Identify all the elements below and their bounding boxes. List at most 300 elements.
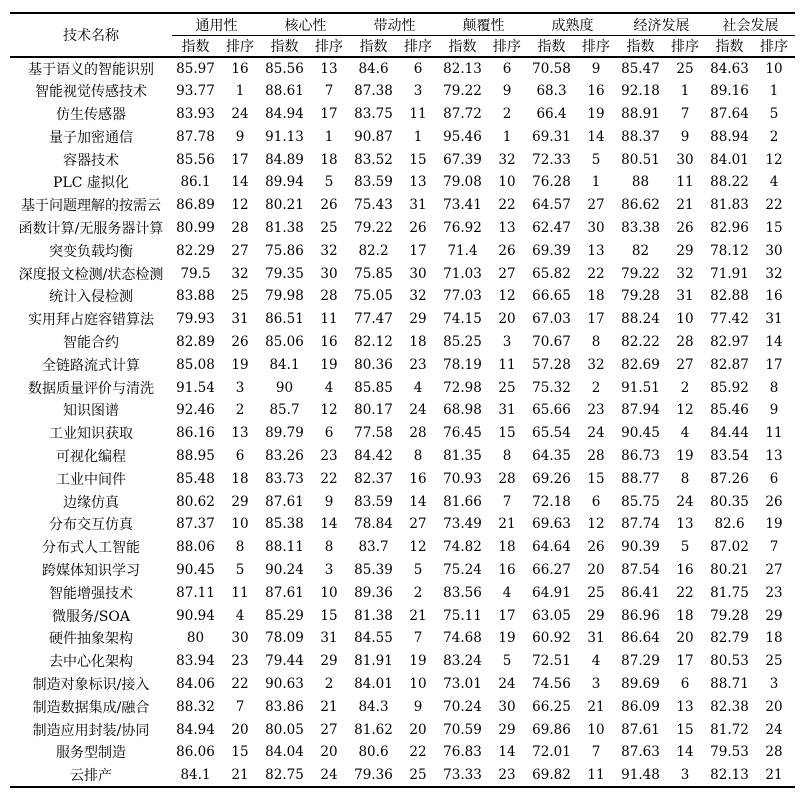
index-value-cell: 83.38 [621, 219, 660, 236]
index-value-cell: 79.35 [265, 265, 304, 282]
index-value-cell: 82.79 [710, 630, 749, 647]
index-value-cell: 82.6 [714, 516, 745, 533]
index-value-cell: 66.65 [532, 288, 571, 305]
index-value-cell: 82.75 [265, 766, 304, 783]
rank-value-cell: 11 [231, 584, 249, 601]
table-row [10, 490, 795, 513]
table-row [10, 559, 795, 582]
rank-value-cell: 4 [591, 653, 601, 670]
rank-value-cell: 25 [587, 584, 605, 601]
rank-value-cell: 15 [320, 607, 338, 624]
subheader-rank: 排序 [308, 36, 350, 58]
index-value-cell: 88.91 [621, 105, 660, 122]
index-value-cell: 87.94 [621, 402, 660, 419]
table-row [10, 376, 795, 399]
tech-name-cell: 云排产 [70, 767, 112, 784]
rank-value-cell: 18 [676, 607, 694, 624]
rank-value-cell: 26 [587, 539, 605, 556]
rank-value-cell: 2 [680, 379, 690, 396]
subheader-index: 指数 [706, 36, 753, 58]
index-value-cell: 82.13 [710, 766, 749, 783]
index-value-cell: 88.32 [176, 698, 215, 715]
rank-value-cell: 10 [587, 721, 605, 738]
rank-value-cell: 26 [409, 219, 427, 236]
rank-value-cell: 6 [591, 493, 601, 510]
rank-value-cell: 27 [498, 265, 516, 282]
rank-value-cell: 4 [413, 379, 423, 396]
index-value-cell: 86.62 [621, 197, 660, 214]
rank-value-cell: 22 [676, 584, 694, 601]
rank-value-cell: 20 [587, 561, 605, 578]
rank-value-cell: 30 [676, 151, 694, 168]
index-value-cell: 84.01 [710, 151, 749, 168]
index-value-cell: 83.93 [176, 105, 215, 122]
rank-value-cell: 28 [409, 425, 427, 442]
rank-value-cell: 3 [769, 675, 779, 692]
rank-value-cell: 8 [413, 447, 423, 464]
index-value-cell: 69.86 [532, 721, 571, 738]
index-value-cell: 81.62 [354, 721, 393, 738]
index-value-cell: 85.85 [354, 379, 393, 396]
rank-value-cell: 19 [765, 516, 783, 533]
index-value-cell: 82.88 [710, 288, 749, 305]
rank-value-cell: 8 [324, 539, 334, 556]
rank-value-cell: 32 [320, 242, 338, 259]
subheader-index: 指数 [172, 36, 219, 58]
index-value-cell: 66.4 [536, 105, 567, 122]
rank-value-cell: 8 [502, 447, 512, 464]
index-value-cell: 87.72 [443, 105, 482, 122]
index-value-cell: 72.18 [532, 493, 571, 510]
rank-value-cell: 13 [320, 60, 338, 77]
index-value-cell: 77.03 [443, 288, 482, 305]
rank-value-cell: 14 [320, 516, 338, 533]
rank-value-cell: 5 [324, 174, 334, 191]
tech-name-cell: 边缘仿真 [63, 494, 119, 511]
index-value-cell: 81.91 [354, 653, 393, 670]
rank-value-cell: 19 [676, 447, 694, 464]
table-row [10, 604, 795, 627]
table-row [10, 148, 795, 171]
index-value-cell: 87.63 [621, 744, 660, 761]
rank-value-cell: 2 [235, 402, 245, 419]
index-value-cell: 64.35 [532, 447, 571, 464]
tech-name-cell: 智能增强技术 [49, 585, 133, 602]
subheader-rank: 排序 [664, 36, 706, 58]
rank-value-cell: 12 [587, 516, 605, 533]
index-value-cell: 79.36 [354, 766, 393, 783]
index-value-cell: 88 [631, 174, 650, 191]
index-value-cell: 87.37 [176, 516, 215, 533]
index-value-cell: 86.41 [621, 584, 660, 601]
index-value-cell: 74.68 [443, 630, 482, 647]
rank-value-cell: 22 [498, 197, 516, 214]
tech-name-cell: 容器技术 [63, 152, 119, 169]
index-value-cell: 88.24 [621, 311, 660, 328]
index-value-cell: 87.29 [621, 653, 660, 670]
index-value-cell: 68.3 [536, 83, 567, 100]
rank-value-cell: 2 [324, 675, 334, 692]
index-value-cell: 79.22 [354, 219, 393, 236]
index-value-cell: 79.28 [621, 288, 660, 305]
rank-value-cell: 23 [231, 653, 249, 670]
index-value-cell: 84.89 [265, 151, 304, 168]
index-value-cell: 65.66 [532, 402, 571, 419]
index-value-cell: 76.45 [443, 425, 482, 442]
rank-value-cell: 18 [409, 333, 427, 350]
index-value-cell: 70.67 [532, 333, 571, 350]
index-value-cell: 86.73 [621, 447, 660, 464]
index-value-cell: 73.41 [443, 197, 482, 214]
table-row [10, 673, 795, 696]
table-row [10, 239, 795, 262]
index-value-cell: 75.05 [354, 288, 393, 305]
index-value-cell: 85.06 [265, 333, 304, 350]
index-value-cell: 88.22 [710, 174, 749, 191]
tech-name-cell: 基于语义的智能识别 [28, 61, 154, 78]
index-value-cell: 90.94 [176, 607, 215, 624]
rank-value-cell: 12 [676, 402, 694, 419]
tech-name-cell: 可视化编程 [56, 448, 126, 465]
rank-value-cell: 27 [765, 561, 783, 578]
index-value-cell: 83.59 [354, 493, 393, 510]
table-row [10, 285, 795, 308]
index-value-cell: 82.38 [710, 698, 749, 715]
table-row [10, 57, 795, 80]
rank-value-cell: 3 [413, 83, 423, 100]
subheader-index: 指数 [439, 36, 486, 58]
table-row [10, 103, 795, 126]
rank-value-cell: 13 [231, 425, 249, 442]
rank-value-cell: 11 [409, 105, 427, 122]
rank-value-cell: 22 [231, 675, 249, 692]
index-value-cell: 84.55 [354, 630, 393, 647]
index-value-cell: 88.95 [176, 447, 215, 464]
index-value-cell: 79.44 [265, 653, 304, 670]
index-value-cell: 79.93 [176, 311, 215, 328]
index-value-cell: 88.94 [710, 128, 749, 145]
rank-value-cell: 29 [498, 721, 516, 738]
table-header [10, 13, 795, 57]
rank-value-cell: 20 [676, 630, 694, 647]
rank-value-cell: 19 [498, 630, 516, 647]
rank-value-cell: 1 [591, 174, 601, 191]
rank-value-cell: 26 [765, 493, 783, 510]
index-value-cell: 85.39 [354, 561, 393, 578]
tech-name-cell: 工业知识获取 [49, 426, 133, 443]
index-value-cell: 72.33 [532, 151, 571, 168]
table-row [10, 764, 795, 787]
index-value-cell: 91.48 [621, 766, 660, 783]
rank-value-cell: 13 [409, 174, 427, 191]
index-value-cell: 85.97 [176, 60, 215, 77]
table-row [10, 399, 795, 422]
index-value-cell: 91.51 [621, 379, 660, 396]
rank-value-cell: 20 [231, 721, 249, 738]
index-value-cell: 82.2 [358, 242, 389, 259]
index-value-cell: 84.04 [265, 744, 304, 761]
rank-value-cell: 15 [231, 744, 249, 761]
rank-value-cell: 4 [680, 425, 690, 442]
rank-value-cell: 24 [320, 766, 338, 783]
table-row [10, 581, 795, 604]
index-value-cell: 57.28 [532, 356, 571, 373]
rank-value-cell: 17 [320, 105, 338, 122]
rank-value-cell: 21 [587, 698, 605, 715]
rank-value-cell: 31 [231, 311, 249, 328]
rank-value-cell: 27 [587, 197, 605, 214]
index-value-cell: 87.61 [265, 584, 304, 601]
index-value-cell: 79.08 [443, 174, 482, 191]
index-value-cell: 71.03 [443, 265, 482, 282]
rank-value-cell: 28 [676, 333, 694, 350]
rank-value-cell: 21 [320, 698, 338, 715]
index-value-cell: 84.94 [265, 105, 304, 122]
index-value-cell: 89.36 [354, 584, 393, 601]
subheader-index: 指数 [528, 36, 575, 58]
index-value-cell: 85.56 [176, 151, 215, 168]
rank-value-cell: 7 [502, 493, 512, 510]
index-value-cell: 62.47 [532, 219, 571, 236]
table-row [10, 308, 795, 331]
index-value-cell: 87.78 [176, 128, 215, 145]
rank-value-cell: 28 [587, 447, 605, 464]
rank-value-cell: 8 [235, 539, 245, 556]
rank-value-cell: 22 [587, 265, 605, 282]
index-value-cell: 82.37 [354, 470, 393, 487]
index-value-cell: 87.38 [354, 83, 393, 100]
rank-value-cell: 1 [324, 128, 334, 145]
rank-value-cell: 24 [765, 721, 783, 738]
index-value-cell: 86.06 [176, 744, 215, 761]
index-value-cell: 85.25 [443, 333, 482, 350]
rank-value-cell: 25 [676, 60, 694, 77]
rank-value-cell: 1 [680, 83, 690, 100]
rank-value-cell: 6 [502, 60, 512, 77]
rank-value-cell: 9 [413, 698, 423, 715]
index-value-cell: 78.84 [354, 516, 393, 533]
index-value-cell: 83.24 [443, 653, 482, 670]
rank-value-cell: 21 [676, 197, 694, 214]
index-value-cell: 82.69 [621, 356, 660, 373]
tech-name-cell: 知识图谱 [63, 403, 119, 420]
index-value-cell: 80.17 [354, 402, 393, 419]
index-value-cell: 86.09 [621, 698, 660, 715]
index-value-cell: 79.28 [710, 607, 749, 624]
index-value-cell: 82.96 [710, 219, 749, 236]
rank-value-cell: 12 [765, 151, 783, 168]
rank-value-cell: 18 [587, 288, 605, 305]
index-value-cell: 65.82 [532, 265, 571, 282]
rank-value-cell: 19 [409, 653, 427, 670]
rank-value-cell: 25 [765, 653, 783, 670]
index-value-cell: 80.21 [710, 561, 749, 578]
index-value-cell: 88.11 [265, 539, 304, 556]
rank-value-cell: 11 [320, 311, 338, 328]
rank-value-cell: 11 [587, 766, 605, 783]
rank-value-cell: 30 [231, 630, 249, 647]
rank-value-cell: 14 [587, 128, 605, 145]
rank-value-cell: 13 [676, 698, 694, 715]
index-value-cell: 82 [631, 242, 650, 259]
index-value-cell: 63.05 [532, 607, 571, 624]
rank-value-cell: 32 [587, 356, 605, 373]
subheader-rank: 排序 [753, 36, 795, 58]
group-header-coreness: 核心性 [261, 13, 350, 36]
rank-value-cell: 3 [502, 333, 512, 350]
rank-value-cell: 7 [235, 698, 245, 715]
rank-value-cell: 28 [320, 288, 338, 305]
rank-value-cell: 16 [498, 561, 516, 578]
rank-value-cell: 11 [498, 356, 516, 373]
index-value-cell: 83.75 [354, 105, 393, 122]
index-value-cell: 88.37 [621, 128, 660, 145]
rank-value-cell: 17 [676, 653, 694, 670]
index-value-cell: 83.73 [265, 470, 304, 487]
rank-value-cell: 21 [498, 516, 516, 533]
rank-value-cell: 10 [231, 516, 249, 533]
table-row [10, 353, 795, 376]
index-value-cell: 76.92 [443, 219, 482, 236]
index-value-cell: 85.29 [265, 607, 304, 624]
index-value-cell: 86.51 [265, 311, 304, 328]
rank-value-cell: 10 [409, 675, 427, 692]
table-body [10, 57, 795, 787]
index-value-cell: 90.87 [354, 128, 393, 145]
index-value-cell: 74.15 [443, 311, 482, 328]
rank-value-cell: 30 [498, 698, 516, 715]
rank-value-cell: 12 [409, 539, 427, 556]
tech-name-cell: 实用拜占庭容错算法 [28, 312, 154, 329]
rank-value-cell: 16 [231, 60, 249, 77]
rank-value-cell: 22 [765, 197, 783, 214]
index-value-cell: 85.48 [176, 470, 215, 487]
tech-name-cell: 统计入侵检测 [49, 289, 133, 306]
rank-value-cell: 13 [587, 242, 605, 259]
index-value-cell: 84.01 [354, 675, 393, 692]
column-header-tech-name: 技术名称 [10, 13, 172, 57]
index-value-cell: 85.38 [265, 516, 304, 533]
index-value-cell: 73.01 [443, 675, 482, 692]
index-value-cell: 87.61 [265, 493, 304, 510]
index-value-cell: 84.63 [710, 60, 749, 77]
rank-value-cell: 30 [320, 265, 338, 282]
index-value-cell: 82.87 [710, 356, 749, 373]
index-value-cell: 81.83 [710, 197, 749, 214]
rank-value-cell: 24 [498, 675, 516, 692]
rank-value-cell: 30 [587, 219, 605, 236]
tech-name-cell: 制造对象标识/接入 [32, 676, 150, 693]
rank-value-cell: 29 [409, 311, 427, 328]
rank-value-cell: 23 [409, 356, 427, 373]
rank-value-cell: 28 [498, 470, 516, 487]
tech-name-cell: 制造应用封装/协同 [32, 722, 150, 739]
index-value-cell: 88.06 [176, 539, 215, 556]
index-value-cell: 81.35 [443, 447, 482, 464]
index-value-cell: 89.94 [265, 174, 304, 191]
index-value-cell: 74.82 [443, 539, 482, 556]
tech-name-cell: 硬件抽象架构 [49, 631, 133, 648]
index-value-cell: 77.58 [354, 425, 393, 442]
index-value-cell: 87.54 [621, 561, 660, 578]
rank-value-cell: 2 [413, 584, 423, 601]
group-header-generality: 通用性 [172, 13, 261, 36]
index-value-cell: 69.26 [532, 470, 571, 487]
tech-name-cell: 智能合约 [63, 334, 119, 351]
index-value-cell: 69.63 [532, 516, 571, 533]
index-value-cell: 91.54 [176, 379, 215, 396]
index-value-cell: 80.62 [176, 493, 215, 510]
rank-value-cell: 26 [320, 197, 338, 214]
index-value-cell: 80.21 [265, 197, 304, 214]
rank-value-cell: 6 [680, 675, 690, 692]
rank-value-cell: 3 [591, 675, 601, 692]
group-header-disruptiveness: 颠覆性 [439, 13, 528, 36]
rank-value-cell: 27 [409, 516, 427, 533]
rank-value-cell: 2 [769, 128, 779, 145]
rank-value-cell: 20 [498, 311, 516, 328]
rank-value-cell: 13 [765, 447, 783, 464]
index-value-cell: 82.13 [443, 60, 482, 77]
group-header-row [10, 13, 795, 36]
index-value-cell: 85.46 [710, 402, 749, 419]
index-value-cell: 70.93 [443, 470, 482, 487]
index-value-cell: 87.61 [621, 721, 660, 738]
rank-value-cell: 20 [320, 744, 338, 761]
index-value-cell: 88.71 [710, 675, 749, 692]
rank-value-cell: 20 [765, 698, 783, 715]
rank-value-cell: 15 [676, 721, 694, 738]
index-value-cell: 83.59 [354, 174, 393, 191]
subheader-rank: 排序 [397, 36, 439, 58]
rank-value-cell: 12 [231, 197, 249, 214]
index-value-cell: 76.83 [443, 744, 482, 761]
index-value-cell: 69.39 [532, 242, 571, 259]
rank-value-cell: 9 [769, 402, 779, 419]
table-row [10, 125, 795, 148]
index-value-cell: 84.1 [269, 356, 300, 373]
table-row [10, 741, 795, 764]
index-value-cell: 70.24 [443, 698, 482, 715]
index-value-cell: 66.25 [532, 698, 571, 715]
rank-value-cell: 11 [676, 174, 694, 191]
index-value-cell: 84.44 [710, 425, 749, 442]
rank-value-cell: 8 [769, 379, 779, 396]
tech-name-cell: 深度报文检测/状态检测 [18, 266, 164, 283]
rank-value-cell: 21 [231, 766, 249, 783]
rank-value-cell: 2 [502, 105, 512, 122]
group-header-social-dev: 社会发展 [706, 13, 795, 36]
rank-value-cell: 29 [231, 493, 249, 510]
index-value-cell: 75.32 [532, 379, 571, 396]
rank-value-cell: 8 [680, 470, 690, 487]
index-value-cell: 64.91 [532, 584, 571, 601]
rank-value-cell: 3 [680, 766, 690, 783]
rank-value-cell: 12 [498, 288, 516, 305]
index-value-cell: 78.19 [443, 356, 482, 373]
index-value-cell: 81.38 [265, 219, 304, 236]
rank-value-cell: 32 [765, 265, 783, 282]
index-value-cell: 84.06 [176, 675, 215, 692]
rank-value-cell: 6 [324, 425, 334, 442]
index-value-cell: 73.49 [443, 516, 482, 533]
rank-value-cell: 20 [409, 721, 427, 738]
index-value-cell: 83.52 [354, 151, 393, 168]
index-value-cell: 67.03 [532, 311, 571, 328]
rank-value-cell: 25 [231, 288, 249, 305]
subheader-rank: 排序 [486, 36, 528, 58]
rank-value-cell: 32 [498, 151, 516, 168]
